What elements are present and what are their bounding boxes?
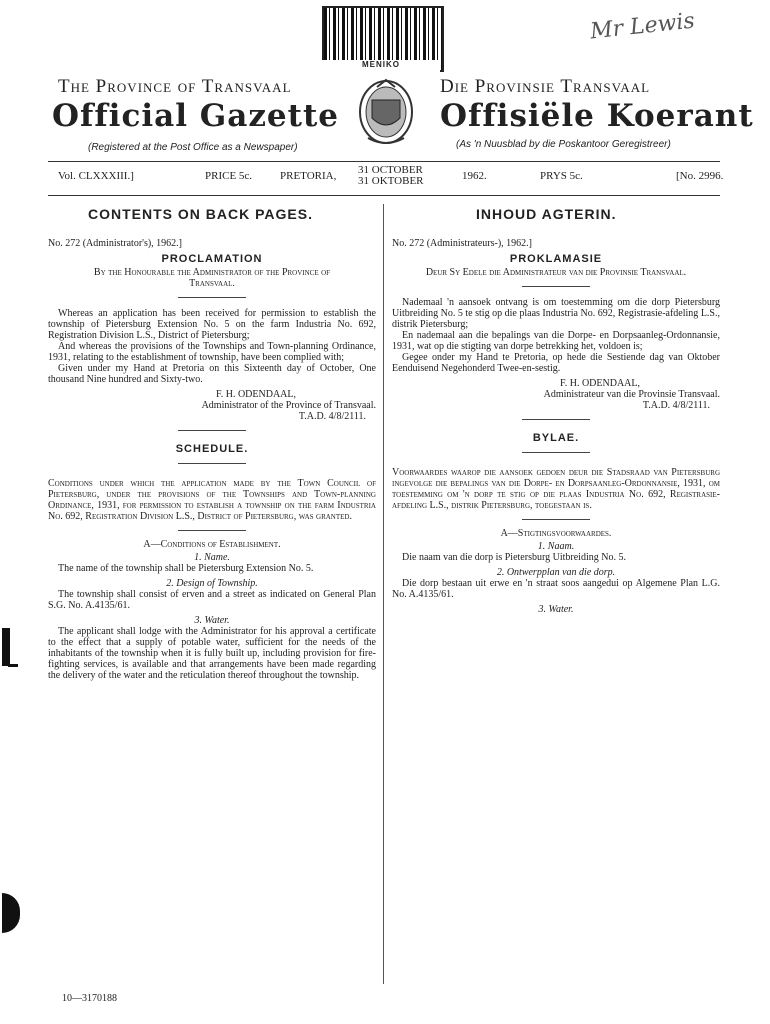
- province-title-english: The Province of Transvaal: [58, 76, 292, 97]
- proclamation-heading: PROCLAMATION: [161, 253, 263, 265]
- section-a-heading: A—Conditions of Establishment.: [143, 539, 281, 550]
- scan-mark: [2, 628, 10, 666]
- divider: [178, 463, 246, 464]
- divider: [522, 519, 590, 520]
- subsection-2-title: 2. Ontwerpplan van die dorp.: [496, 567, 616, 578]
- issue-year: 1962.: [462, 170, 487, 182]
- gazette-title-afrikaans: Offisiële Koerant: [440, 98, 754, 134]
- proclamation-paragraph-2: En nademaal aan die bepalings van die Dorpe- en Dorpsaanleg-Ordonnansie, 1931, wat op die stigting van dorpe betrekking het, voldoen is;: [392, 330, 720, 352]
- signatory-name: F. H. ODENDAAL,: [559, 378, 640, 389]
- subsection-2-body: The township shall consist of erven and a street as indicated on General Plan S.G. No. A.4135/61.: [48, 589, 376, 611]
- divider: [178, 430, 246, 431]
- subsection-2-title: 2. Design of Township.: [166, 578, 258, 589]
- footer-code: 10—3170188: [62, 993, 117, 1004]
- notice-number: No. 272 (Administrator's), 1962.]: [48, 238, 183, 249]
- scan-mark: [8, 664, 18, 667]
- barcode-label: MENIKO: [322, 60, 440, 72]
- reference-number: T.A.D. 4/8/2111.: [642, 400, 710, 411]
- contents-notice-english: CONTENTS ON BACK PAGES.: [88, 206, 313, 222]
- proclamation-byline: By the Honourable the Administrator of the Province of Transvaal.: [93, 267, 331, 289]
- signatory-title: Administrator of the Province of Transvaal.: [201, 400, 376, 411]
- proclamation-heading: PROKLAMASIE: [509, 253, 603, 265]
- afrikaans-column: [392, 238, 720, 615]
- subsection-3-title: 3. Water.: [538, 604, 574, 615]
- column-divider: [383, 204, 384, 984]
- proclamation-paragraph-1: Whereas an application has been received for permission to establish the township of Pietersburg Extension No. 5 on the farm Industria No. 692, Registration Division L.S., District of Pietersburg;: [48, 308, 376, 341]
- reference-number: T.A.D. 4/8/2111.: [298, 411, 366, 422]
- issue-month-afrikaans: OKTOBER: [371, 175, 424, 187]
- schedule-conditions: Voorwaardes waarop die aansoek gedoen deur die Stadsraad van Pietersburg ingevolge die bepalings van die Dorpe- en Dorpsaanleg-Ordonnansie, 1931, om toestemming om 'n dorp te stig op die plaas Industria No. 692, Registrasie-afdeling L.S., distrik Pietersburg, toegestaan is.: [392, 467, 720, 511]
- divider: [522, 286, 590, 287]
- divider: [178, 297, 246, 298]
- registration-note-english: (Registered at the Post Office as a Newspaper): [88, 142, 298, 153]
- subsection-2-body: Die dorp bestaan uit erwe en 'n straat soos aangedui op Algemene Plan L.G. No. A.4135/61.: [392, 578, 720, 600]
- proclamation-paragraph-2: And whereas the provisions of the Townships and Town-planning Ordinance, 1931, relating to the establishment of township, have been complied with;: [48, 341, 376, 363]
- schedule-heading: BYLAE.: [532, 432, 580, 444]
- notice-number: No. 272 (Administrateurs-), 1962.]: [392, 238, 532, 249]
- subsection-3-body: The applicant shall lodge with the Administrator for his approval a certificate to the effect that a supply of potable water, sufficient for the needs of the inhabitants of the township when it is fully built up, including provision for fire-fighting services, is available and that arrangements have been made regarding the delivery of the water and the reticulation thereof throughout the township.: [48, 626, 376, 681]
- issue-day-2: 31: [358, 175, 369, 187]
- price-english: PRICE 5c.: [205, 170, 253, 182]
- proclamation-byline: Deur Sy Edele die Administrateur van die Provinsie Transvaal.: [425, 267, 687, 278]
- divider: [178, 530, 246, 531]
- handwritten-note: Mr Lewis: [588, 8, 696, 45]
- masthead-rule-top: [48, 161, 720, 162]
- place: PRETORIA,: [280, 170, 337, 182]
- signatory-name: F. H. ODENDAAL,: [215, 389, 296, 400]
- subsection-1-title: 1. Name.: [194, 552, 230, 563]
- registration-note-afrikaans: (As 'n Nuusblad by die Poskantoor Geregistreer): [456, 139, 671, 150]
- subsection-1-body: Die naam van die dorp is Pietersburg Uitbreiding No. 5.: [402, 552, 626, 563]
- contents-notice-afrikaans: INHOUD AGTERIN.: [476, 206, 617, 222]
- volume-number: Vol. CLXXXIII.]: [58, 170, 134, 182]
- subsection-3-title: 3. Water.: [194, 615, 230, 626]
- issue-day-1: 31: [358, 164, 369, 176]
- proclamation-paragraph-3: Given under my Hand at Pretoria on this Sixteenth day of October, One thousand Nine hundred and Sixty-two.: [48, 363, 376, 385]
- schedule-conditions: Conditions under which the application made by the Town Council of Pietersburg, under the provisions of the Townships and Town-planning Ordinance, 1931, for permission to establish a township on the farm Industria No. 692, Registration Division L.S., District of Pietersburg, was granted.: [48, 478, 376, 522]
- signatory-title: Administrateur van die Provinsie Transvaal.: [543, 389, 720, 400]
- issue-month-english: OCTOBER: [371, 164, 423, 176]
- coat-of-arms-icon: [355, 76, 417, 150]
- divider: [522, 419, 590, 420]
- subsection-1-title: 1. Naam.: [537, 541, 575, 552]
- price-afrikaans: PRYS 5c.: [540, 170, 583, 182]
- section-a-heading: A—Stigtingsvoorwaardes.: [500, 528, 612, 539]
- issue-dates: [358, 165, 424, 187]
- proclamation-paragraph-3: Gegee onder my Hand te Pretoria, op hede die Sestiende dag van Oktober Eenduisend Negehonderd Twee-en-sestig.: [392, 352, 720, 374]
- english-column: [48, 238, 376, 681]
- masthead-rule-bottom: [48, 195, 720, 196]
- issue-number: [No. 2996.: [676, 170, 724, 182]
- proclamation-paragraph-1: Nademaal 'n aansoek ontvang is om toestemming om die dorp Pietersburg Uitbreiding No. 5 te stig op die plaas Industria No. 692, Registrasie-afdeling L.S., distrik Pietersburg;: [392, 297, 720, 330]
- divider: [522, 452, 590, 453]
- schedule-heading: SCHEDULE.: [175, 443, 249, 455]
- scan-mark: [2, 893, 20, 933]
- subsection-1-body: The name of the township shall be Pietersburg Extension No. 5.: [58, 563, 314, 574]
- province-title-afrikaans: Die Provinsie Transvaal: [440, 76, 651, 97]
- gazette-title-english: Official Gazette: [52, 98, 340, 134]
